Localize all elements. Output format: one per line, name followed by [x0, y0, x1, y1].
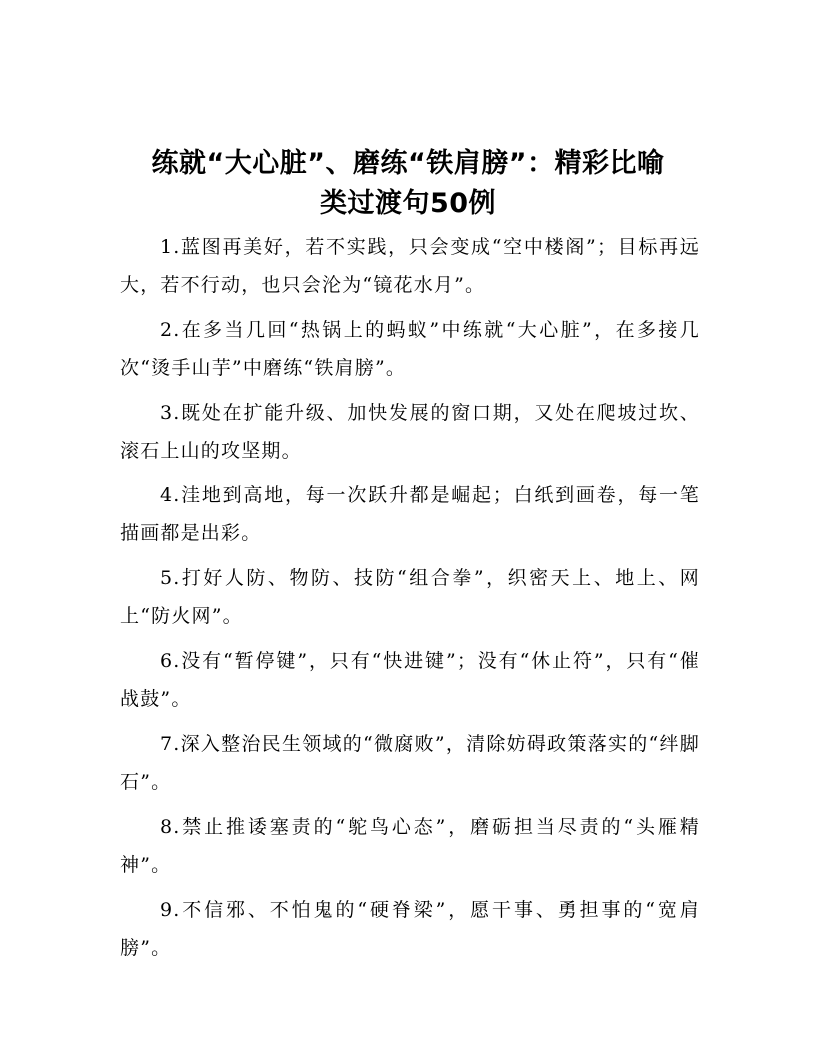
title-line-1: 练就“大心脏”、磨练“铁肩膀”：精彩比喻: [151, 148, 665, 179]
paragraph-7: 7.深入整治民生领域的“微腐败”，清除妨碍政策落实的“绊脚石”。: [120, 733, 700, 793]
paragraph-5: 5.打好人防、物防、技防“组合拳”，织密天上、地上、网上“防火网”。: [120, 567, 700, 627]
title-line-2: 类过渡句50例: [319, 188, 497, 219]
paragraph-8: 8.禁止推诿塞责的“鸵鸟心态”，磨砺担当尽责的“头雁精神”。: [120, 816, 700, 876]
paragraph-6: 6.没有“暂停键”，只有“快进键”；没有“休止符”，只有“催战鼓”。: [120, 650, 700, 710]
document-title: [100, 144, 716, 224]
paragraph-2: 2.在多当几回“热锅上的蚂蚁”中练就“大心脏”，在多接几次“烫手山芋”中磨练“铁肩膀”。: [120, 319, 700, 379]
paragraph-9: 9.不信邪、不怕鬼的“硬脊梁”，愿干事、勇担事的“宽肩膀”。: [120, 899, 700, 959]
paragraph-1: 1.蓝图再美好，若不实践，只会变成“空中楼阁”；目标再远大，若不行动，也只会沦为“镜花水月”。: [120, 236, 700, 296]
paragraph-4: 4.洼地到高地，每一次跃升都是崛起；白纸到画卷，每一笔描画都是出彩。: [120, 484, 700, 544]
paragraph-3: 3.既处在扩能升级、加快发展的窗口期，又处在爬坡过坎、滚石上山的攻坚期。: [120, 402, 700, 462]
